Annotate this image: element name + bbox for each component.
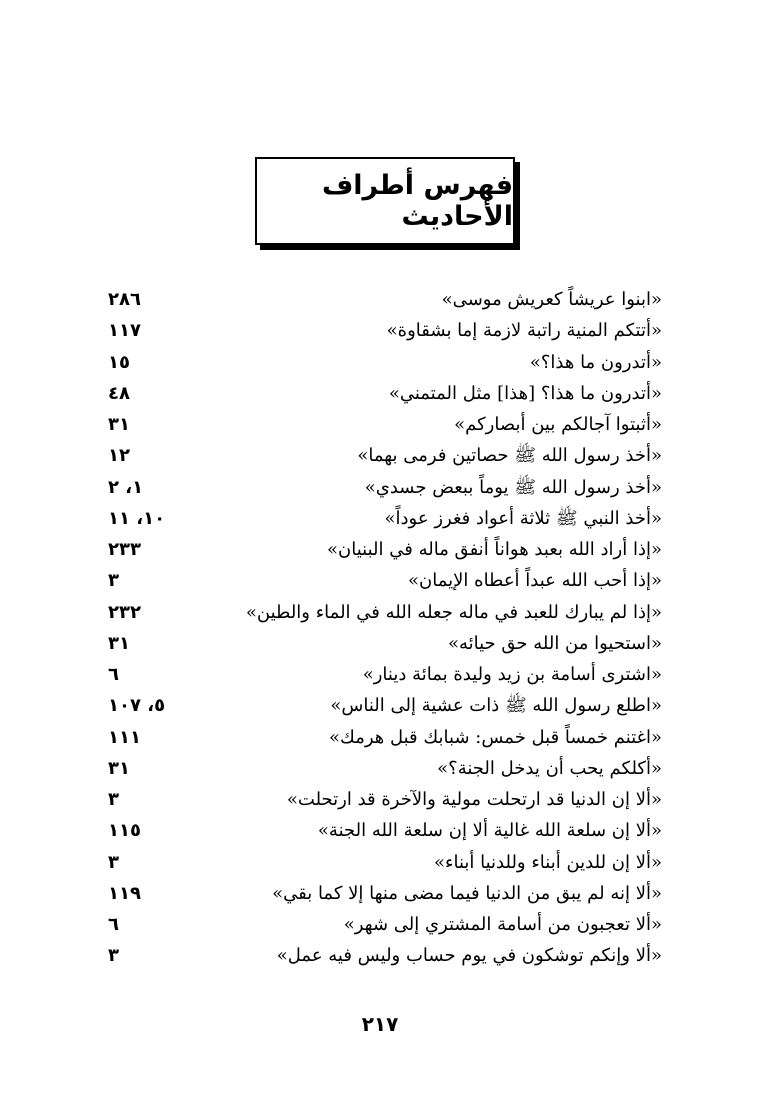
page-refs: ٣ xyxy=(108,570,119,592)
page-refs: ١١٥ xyxy=(108,820,141,842)
index-entry xyxy=(0,503,760,534)
index-entry xyxy=(0,440,760,471)
hadith-text: «اطلع رسول الله ﷺ ذات عشية إلى الناس» xyxy=(330,695,662,717)
hadith-text: «ألا إن الدنيا قد ارتحلت مولية والآخرة قد ارتحلت» xyxy=(286,789,662,810)
page-number: ٢١٧ xyxy=(361,1012,399,1036)
index-entry xyxy=(0,940,760,971)
index-entry xyxy=(0,378,760,409)
hadith-text: «أتتكم المنية راتبة لازمة إما بشقاوة» xyxy=(386,320,662,342)
page-refs: ٣١ xyxy=(108,632,130,654)
hadith-text: «أتدرون ما هذا؟» xyxy=(529,351,662,373)
hadith-text: «أتدرون ما هذا؟ [هذا] مثل المتمني» xyxy=(388,382,662,404)
index-entry xyxy=(0,784,760,815)
hadith-text: «ألا إن للدين أبناء وللدنيا أبناء» xyxy=(433,851,662,873)
hadith-text: «إذا أراد الله بعبد هواناً أنفق ماله في البنيان» xyxy=(327,539,662,560)
index-entry xyxy=(0,847,760,878)
index-entry xyxy=(0,597,760,628)
index-title-box xyxy=(255,157,515,245)
hadith-text: «اغتنم خمساً قبل خمس: شبابك قبل هرمك» xyxy=(329,726,662,748)
hadith-text: «ألا إنه لم يبق من الدنيا فيما مضى منها إلا كما بقي» xyxy=(272,882,662,904)
hadith-text: «ألا تعجبون من أسامة المشتري إلى شهر» xyxy=(343,914,662,935)
page-refs: ٥، ١٠٧ xyxy=(108,695,166,717)
index-entry xyxy=(0,628,760,659)
page-refs: ٦ xyxy=(108,914,119,935)
hadith-text: «ابنوا عريشاً كعريش موسى» xyxy=(441,289,662,310)
page-refs: ١٢ xyxy=(108,445,130,467)
index-entry xyxy=(0,753,760,784)
index-entry xyxy=(0,315,760,346)
index-entry xyxy=(0,909,760,940)
index-entry xyxy=(0,722,760,753)
index-entry xyxy=(0,815,760,846)
page-refs: ١٥ xyxy=(108,351,130,373)
page-refs: ٣١ xyxy=(108,414,130,435)
index-entry xyxy=(0,690,760,721)
page-refs: ٢٣٢ xyxy=(108,601,141,623)
hadith-text: «اشترى أسامة بن زيد وليدة بمائة دينار» xyxy=(362,664,662,685)
page-refs: ٣ xyxy=(108,851,119,873)
page-refs: ١١٧ xyxy=(108,320,141,342)
index-entry xyxy=(0,565,760,596)
hadith-text: «استحيوا من الله حق حيائه» xyxy=(447,632,662,654)
page-refs: ٣ xyxy=(108,945,119,967)
index-entry xyxy=(0,347,760,378)
index-entry xyxy=(0,284,760,315)
index-entry xyxy=(0,534,760,565)
page-refs: ٣١ xyxy=(108,757,130,779)
page-refs: ٣ xyxy=(108,789,119,810)
index-entry xyxy=(0,878,760,909)
hadith-text: «ألا وإنكم توشكون في يوم حساب وليس فيه عمل» xyxy=(276,945,662,967)
index-entry xyxy=(0,409,760,440)
index-entry xyxy=(0,659,760,690)
page-refs: ٦ xyxy=(108,664,119,685)
hadith-text: «أخذ رسول الله ﷺ حصاتين فرمى بهما» xyxy=(357,445,662,467)
hadith-text: «أخذ رسول الله ﷺ يوماً ببعض جسدي» xyxy=(364,476,662,498)
hadith-text: «إذا أحب الله عبداً أعطاه الإيمان» xyxy=(408,570,662,592)
page-refs: ٢٣٣ xyxy=(108,539,141,560)
page-refs: ٤٨ xyxy=(108,382,130,404)
index-entry xyxy=(0,472,760,503)
page-refs: ٢٨٦ xyxy=(108,289,141,310)
hadith-text: «إذا لم يبارك للعبد في ماله جعله الله في الماء والطين» xyxy=(245,601,662,623)
page-refs: ١١٩ xyxy=(108,882,141,904)
index-title: فهرس أطراف الأحاديث xyxy=(321,170,513,232)
page-refs: ١، ٢ xyxy=(108,476,144,498)
hadith-text: «ألا إن سلعة الله غالية ألا إن سلعة الله الجنة» xyxy=(317,820,662,842)
hadith-text: «أخذ النبي ﷺ ثلاثة أعواد فغرز عوداً» xyxy=(384,507,662,529)
page-refs: ١١١ xyxy=(108,726,141,748)
page-refs: ١٠، ١١ xyxy=(108,507,166,529)
hadith-index-list xyxy=(0,284,760,972)
hadith-text: «أثبتوا آجالكم بين أبصاركم» xyxy=(454,414,662,435)
hadith-text: «أكلكم يحب أن يدخل الجنة؟» xyxy=(437,757,662,779)
